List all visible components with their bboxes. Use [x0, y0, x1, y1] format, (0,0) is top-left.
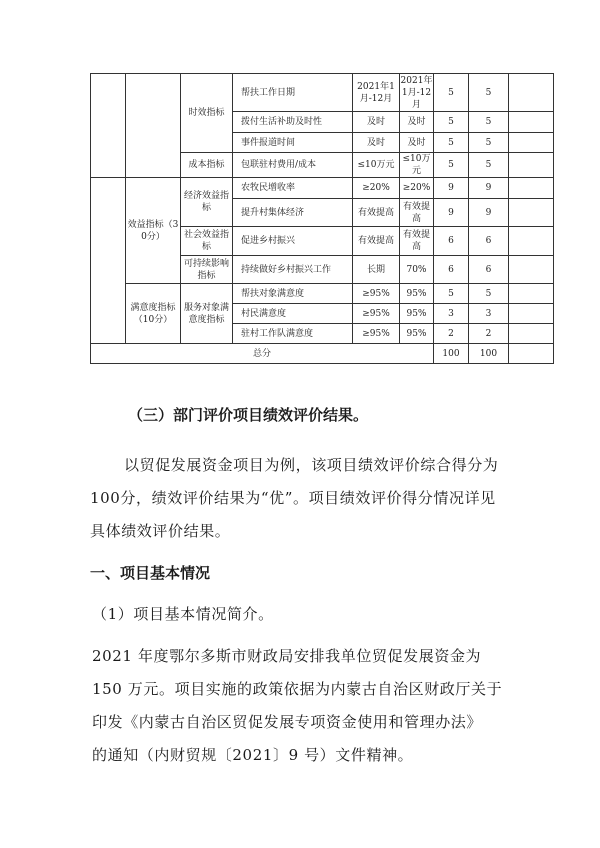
note-cell [509, 74, 554, 112]
target-cell: ≥95% [353, 324, 400, 344]
target-cell: ≤10万元 [353, 153, 400, 178]
score-cell: 5 [469, 133, 509, 153]
level2-cell: 满意度指标（10分） [126, 284, 181, 344]
indicator-cell: 包联驻村费用/成本 [233, 153, 353, 178]
level1-cell [91, 178, 126, 344]
target-cell: ≥95% [353, 304, 400, 324]
heading-basic-info: 一、项目基本情况 [90, 564, 211, 582]
weight-cell: 5 [434, 284, 469, 304]
paragraph-line: 100分，绩效评价结果为“优”。项目绩效评价得分情况详见 [90, 489, 496, 507]
actual-cell: ≤10万元 [400, 153, 434, 178]
score-cell: 5 [469, 153, 509, 178]
paragraph-line: 以贸促发展资金项目为例，该项目绩效评价综合得分为 [124, 456, 499, 474]
indicator-cell: 促进乡村振兴 [233, 227, 353, 256]
weight-cell: 6 [434, 227, 469, 256]
weight-cell: 9 [434, 199, 469, 227]
score-cell: 6 [469, 227, 509, 256]
table-row [91, 178, 554, 199]
total-weight: 100 [434, 344, 469, 364]
level3-cell: 社会效益指标 [181, 227, 233, 256]
actual-cell: 95% [400, 324, 434, 344]
indicator-cell: 拨付生活补助及时性 [233, 112, 353, 133]
weight-cell: 5 [434, 74, 469, 112]
score-cell: 9 [469, 199, 509, 227]
note-cell [509, 256, 554, 284]
indicator-cell: 持续做好乡村振兴工作 [233, 256, 353, 284]
table-row [91, 74, 554, 112]
actual-cell: 2021年1月-12月 [400, 75, 433, 110]
note-cell [509, 153, 554, 178]
note-cell [509, 304, 554, 324]
indicator-cell: 驻村工作队满意度 [233, 324, 353, 344]
score-cell: 5 [469, 284, 509, 304]
target-cell: 2021年1月-12月 [353, 74, 400, 112]
paragraph-line: 150 万元。项目实施的政策依据为内蒙古自治区财政厅关于 [92, 680, 503, 698]
note-cell [509, 227, 554, 256]
actual-cell: 95% [400, 304, 434, 324]
weight-cell: 2 [434, 324, 469, 344]
indicator-cell: 农牧民增收率 [233, 178, 353, 199]
indicator-cell: 提升村集体经济 [233, 199, 353, 227]
level3-cell: 可持续影响指标 [181, 256, 233, 284]
weight-cell: 5 [434, 153, 469, 178]
note-cell [509, 284, 554, 304]
note-cell [509, 133, 554, 153]
level2-cell: 效益指标（30分） [126, 178, 181, 284]
target-cell: 有效提高 [353, 199, 400, 227]
score-cell: 3 [469, 304, 509, 324]
paragraph-line: 的通知（内财贸规〔2021〕9 号）文件精神。 [92, 746, 414, 764]
weight-cell: 5 [434, 112, 469, 133]
note-cell [509, 324, 554, 344]
performance-table [90, 73, 554, 364]
actual-cell: 有效提高 [400, 199, 434, 227]
level3-cell: 服务对象满意度指标 [181, 284, 233, 344]
score-cell: 9 [469, 178, 509, 199]
section-title: （三）部门评价项目绩效评价结果。 [128, 406, 369, 424]
total-row [91, 344, 554, 364]
actual-cell: 及时 [400, 133, 434, 153]
actual-cell: 95% [400, 284, 434, 304]
indicator-cell: 帮扶工作日期 [233, 74, 353, 112]
target-cell: 及时 [353, 112, 400, 133]
score-cell: 5 [469, 112, 509, 133]
note-cell [509, 199, 554, 227]
total-score: 100 [469, 344, 509, 364]
target-cell: 长期 [353, 256, 400, 284]
level3-cell: 时效指标 [181, 74, 233, 153]
weight-cell: 6 [434, 256, 469, 284]
score-cell: 5 [469, 74, 509, 112]
target-cell: 及时 [353, 133, 400, 153]
paragraph-line: 2021 年度鄂尔多斯市财政局安排我单位贸促发展资金为 [92, 647, 482, 665]
actual-cell: ≥20% [400, 178, 434, 199]
score-cell: 6 [469, 256, 509, 284]
total-note [509, 344, 554, 364]
indicator-cell: 村民满意度 [233, 304, 353, 324]
target-cell: ≥20% [353, 178, 400, 199]
score-cell: 2 [469, 324, 509, 344]
level3-cell: 成本指标 [181, 153, 233, 178]
target-cell: ≥95% [353, 284, 400, 304]
table-row [91, 284, 554, 304]
level2-cell [126, 74, 181, 178]
paragraph-line: 印发《内蒙古自治区贸促发展专项资金使用和管理办法》 [92, 713, 483, 731]
indicator-cell: 帮扶对象满意度 [233, 284, 353, 304]
total-label: 总分 [91, 344, 434, 364]
actual-cell: 及时 [400, 112, 434, 133]
weight-cell: 5 [434, 133, 469, 153]
indicator-cell: 事件报道时间 [233, 133, 353, 153]
note-cell [509, 178, 554, 199]
note-cell [509, 112, 554, 133]
subheading: （1）项目基本情况简介。 [92, 605, 274, 623]
actual-cell: 有效提高 [400, 227, 434, 256]
paragraph-line: 具体绩效评价结果。 [90, 522, 231, 540]
weight-cell: 9 [434, 178, 469, 199]
level3-cell: 经济效益指标 [181, 178, 233, 227]
weight-cell: 3 [434, 304, 469, 324]
target-cell: 有效提高 [353, 227, 400, 256]
level1-cell [91, 74, 126, 178]
actual-cell: 70% [400, 256, 434, 284]
